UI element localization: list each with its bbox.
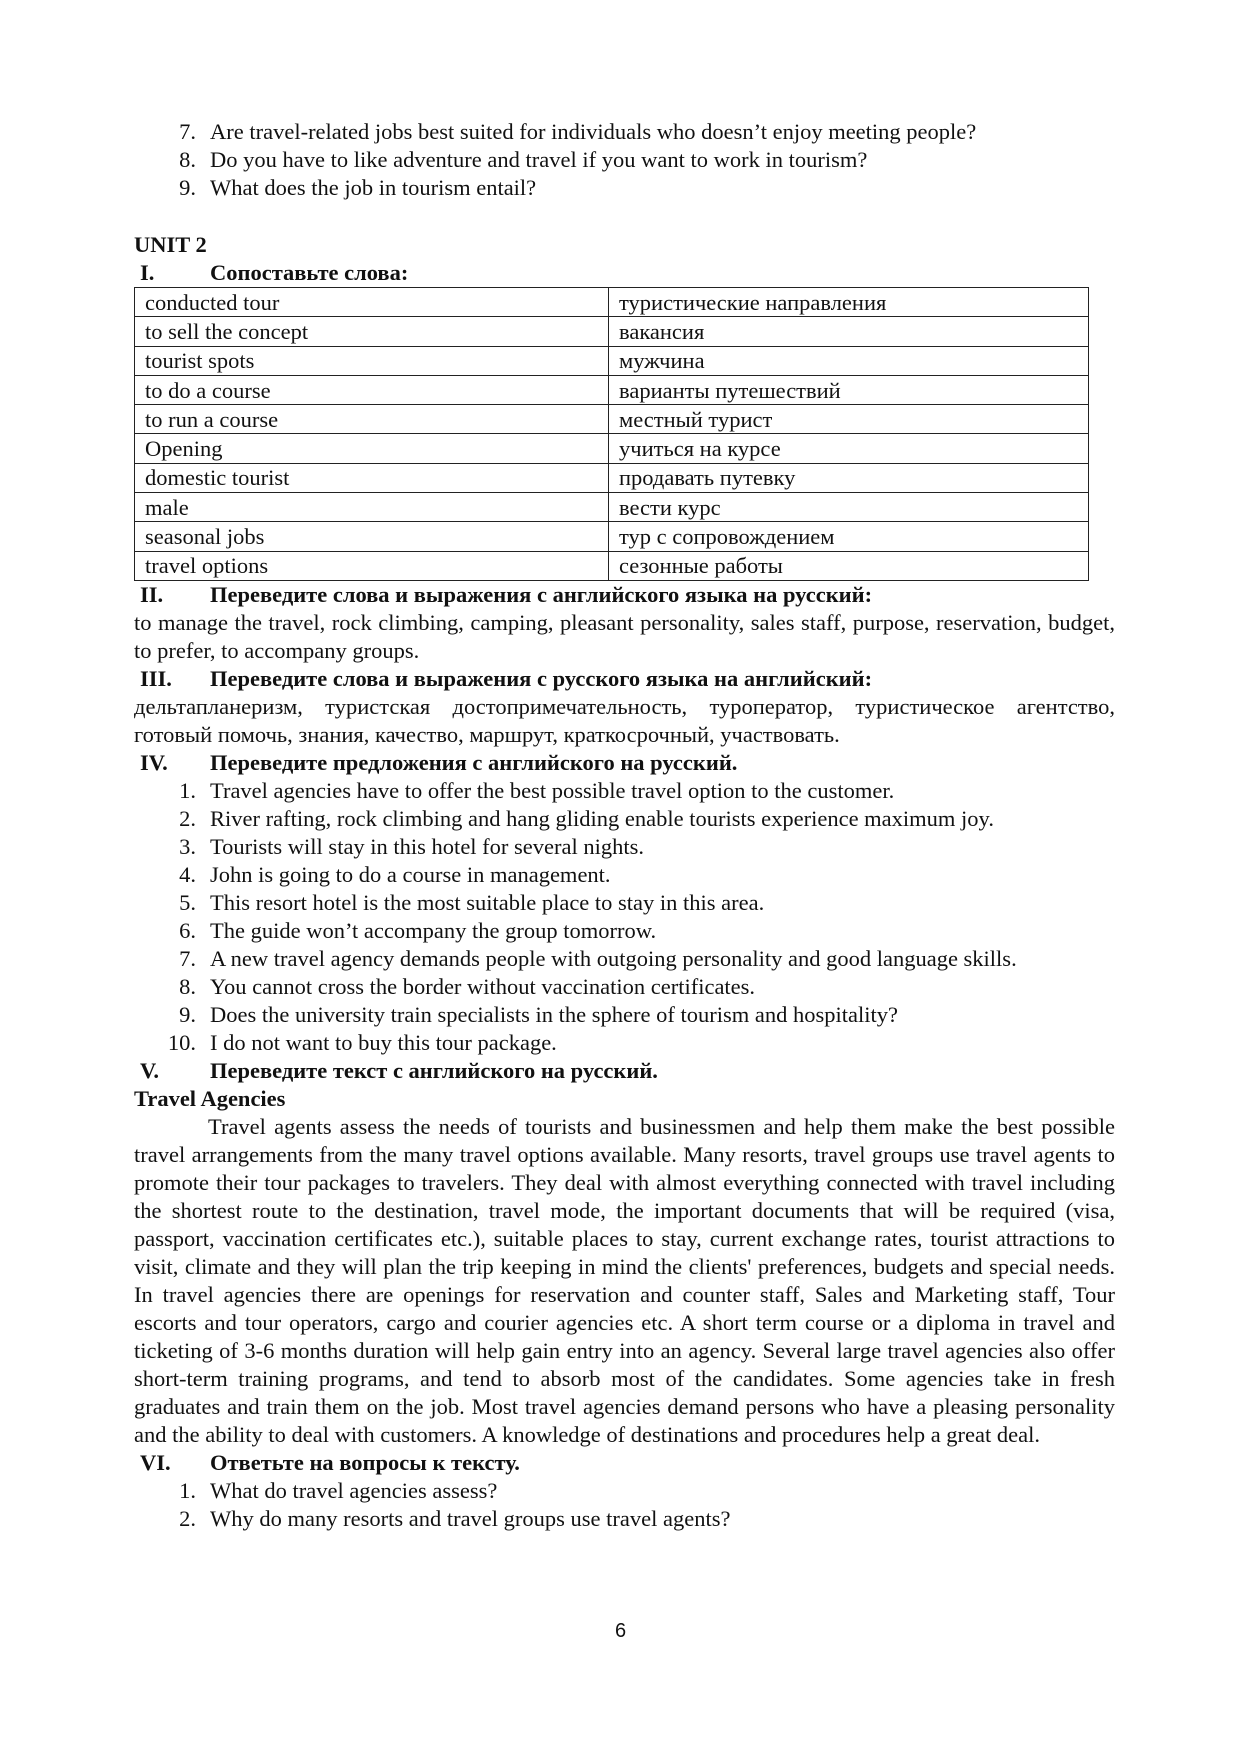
item-number: 8. — [179, 973, 196, 999]
page-number: 6 — [614, 1620, 627, 1642]
list-item: 9. What does the job in tourism entail? — [179, 175, 537, 200]
russian-term-cell: варианты путешествий — [609, 375, 1089, 404]
unit-title: UNIT 2 — [134, 232, 207, 257]
item-number: 3. — [179, 833, 196, 859]
item-text: What do travel agencies assess? — [210, 1477, 498, 1503]
english-term-cell: male — [135, 493, 609, 522]
item-text: Does the university train specialists in the sphere of tourism and hospitality? — [210, 1001, 898, 1027]
text-title: Travel Agencies — [134, 1085, 286, 1111]
item-number: 6. — [179, 917, 196, 943]
section-heading: III. Переведите слова и выражения с русского языка на английский: — [140, 665, 873, 691]
russian-term-cell: туристические направления — [609, 288, 1089, 317]
item-text: You cannot cross the border without vaccination certificates. — [210, 973, 756, 999]
list-item — [134, 889, 1115, 917]
list-item — [134, 833, 1115, 861]
text-body: Travel agents assess the needs of tourists and businessmen and help them make the best possible travel arrangements from the many travel options available. Many resorts, travel groups use travel agents to promote their tour packages to travelers. They deal with almost everything connected with travel including the shortest route to the destination, travel mode, the important documents that will be required (visa, passport, vaccination certificates etc.), suitable places to stay, current exchange rates, tourist attractions to visit, climate and they will plan the trip keeping in mind the clients' preferences, budgets and special needs. In travel agencies there are openings for reservation and counter staff, Sales and Marketing staff, Tour escorts and tour operators, cargo and courier agencies etc. A short term course or a diploma in travel and ticketing of 3-6 months duration will help gain entry into an agency. Several large travel agencies also offer short-term training programs, and tend to absorb most of the candidates. Some agencies take in fresh graduates and train them on the job. Most travel agencies demand persons who have a pleasing personality and the ability to deal with customers. A knowledge of destinations and procedures help a great deal. — [134, 1113, 1115, 1447]
english-term-cell: travel options — [135, 551, 609, 580]
item-text: Travel agencies have to offer the best possible travel option to the customer. — [210, 777, 895, 803]
russian-term-cell: вести курс — [609, 493, 1089, 522]
list-item — [134, 1029, 1115, 1057]
list-item — [134, 861, 1115, 889]
section-heading: II. Переведите слова и выражения с английского языка на русский: — [140, 581, 873, 607]
section-text: to manage the travel, rock climbing, camping, pleasant personality, sales staff, purpose, reservation, budget, to prefer, to accompany groups. — [134, 609, 1115, 663]
question-list — [134, 1477, 1115, 1533]
english-term-cell: seasonal jobs — [135, 522, 609, 551]
list-item — [134, 973, 1115, 1001]
item-text: John is going to do a course in management. — [210, 861, 611, 887]
english-term-cell: to run a course — [135, 405, 609, 434]
item-number: 9. — [179, 1001, 196, 1027]
item-number: 2. — [179, 805, 196, 831]
item-number: 7. — [179, 945, 196, 971]
item-number: 2. — [179, 1505, 196, 1531]
english-term-cell: domestic tourist — [135, 463, 609, 492]
list-item — [134, 945, 1115, 973]
item-text: A new travel agency demands people with outgoing personality and good language skills. — [210, 945, 1017, 971]
russian-term-cell: учиться на курсе — [609, 434, 1089, 463]
item-number: 4. — [179, 861, 196, 887]
table-row — [135, 375, 1089, 404]
table-row — [135, 317, 1089, 346]
list-item — [134, 1505, 1115, 1533]
russian-term-cell: сезонные работы — [609, 551, 1089, 580]
list-item — [134, 777, 1115, 805]
table-row — [135, 493, 1089, 522]
section-heading: I. Сопоставьте слова: — [140, 260, 409, 285]
list-item: 8. Do you have to like adventure and travel if you want to work in tourism? — [179, 147, 868, 172]
document-page — [134, 118, 1115, 1533]
list-item — [134, 917, 1115, 945]
english-term-cell: to do a course — [135, 375, 609, 404]
english-term-cell: Opening — [135, 434, 609, 463]
previous-questions — [134, 118, 1115, 202]
table-row — [135, 346, 1089, 375]
table-row — [135, 551, 1089, 580]
section-heading: V. Переведите текст с английского на русский. — [140, 1057, 658, 1083]
list-item — [134, 805, 1115, 833]
item-text: This resort hotel is the most suitable place to stay in this area. — [210, 889, 765, 915]
table-row — [135, 288, 1089, 317]
item-number: 10. — [167, 1029, 196, 1055]
table-row — [135, 405, 1089, 434]
item-text: River rafting, rock climbing and hang gliding enable tourists experience maximum joy. — [210, 805, 994, 831]
english-term-cell: tourist spots — [135, 346, 609, 375]
table-row — [135, 434, 1089, 463]
russian-term-cell: местный турист — [609, 405, 1089, 434]
list-item — [134, 1001, 1115, 1029]
item-text: Why do many resorts and travel groups use travel agents? — [210, 1505, 731, 1531]
russian-term-cell: мужчина — [609, 346, 1089, 375]
item-number: 1. — [179, 1477, 196, 1503]
list-item — [134, 1477, 1115, 1505]
item-text: I do not want to buy this tour package. — [210, 1029, 557, 1055]
section-text: дельтапланеризм, туристская достопримечательность, туроператор, туристическое агентство, готовый помочь, знания, качество, маршрут, краткосрочный, участвовать. — [134, 693, 1115, 747]
match-table — [134, 287, 1089, 581]
item-text: Tourists will stay in this hotel for several nights. — [210, 833, 645, 859]
section-heading: VI. Ответьте на вопросы к тексту. — [140, 1449, 520, 1475]
item-text: The guide won’t accompany the group tomorrow. — [210, 917, 657, 943]
item-number: 5. — [179, 889, 196, 915]
section-heading: IV. Переведите предложения с английского на русский. — [140, 749, 738, 775]
russian-term-cell: тур с сопровождением — [609, 522, 1089, 551]
english-term-cell: conducted tour — [135, 288, 609, 317]
english-term-cell: to sell the concept — [135, 317, 609, 346]
table-row — [135, 463, 1089, 492]
sentence-list — [134, 777, 1115, 1057]
russian-term-cell: продавать путевку — [609, 463, 1089, 492]
russian-term-cell: вакансия — [609, 317, 1089, 346]
list-item: 7. Are travel-related jobs best suited for individuals who doesn’t enjoy meeting people? — [179, 119, 977, 144]
item-number: 1. — [179, 777, 196, 803]
table-row — [135, 522, 1089, 551]
